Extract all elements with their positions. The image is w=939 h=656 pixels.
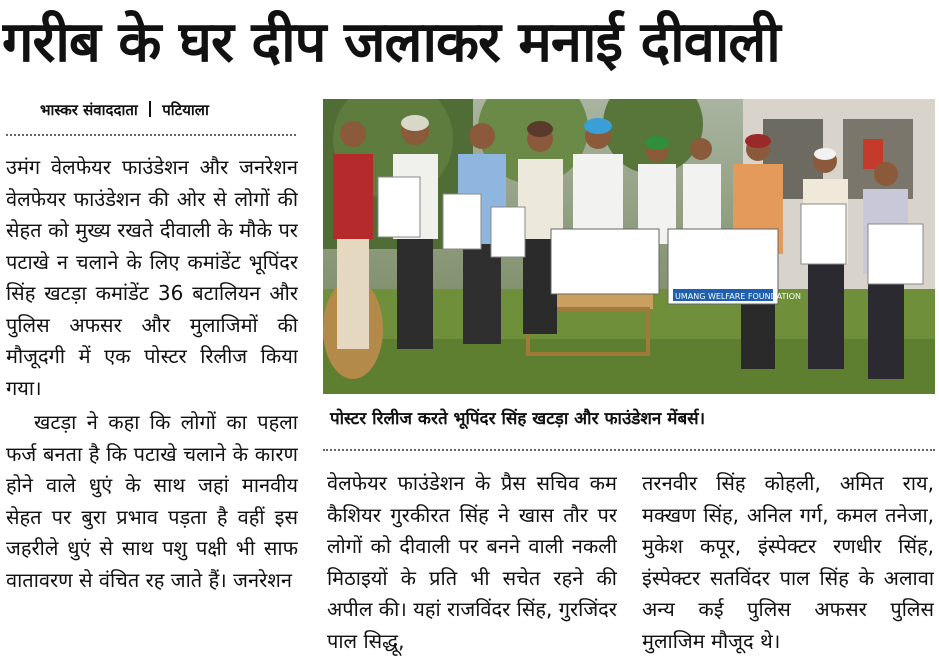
headline: गरीब के घर दीप जलाकर मनाई दीवाली (2, 10, 780, 75)
article-column-2 (327, 468, 617, 656)
byline (40, 100, 209, 120)
paragraph-3: वेलफेयर फाउंडेशन के प्रैस सचिव कम कैशियर गुरकीरत सिंह ने खास तौर पर लोगों को दीवाली पर बनने वाली नकली मिठाइयों के प्रति भी सचेत रहने की अपील की। यहां राजविंदर सिंह, गुरजिंदर पाल सिद्धू, (327, 471, 617, 653)
paragraph-1: उमंग वेलफेयर फाउंडेशन और जनरेशन वेलफेयर फाउंडेशन की ओर से लोगों की सेहत को मुख्य रखते दीवाली के मौके पर पटाखे न चलाने के लिए कमांडेंट भूपिंदर सिंह खटड़ा कमांडेंट 36 बटालियन और पुलिस अफसर और मुलाजिमों की मौजूदगी में एक पोस्टर रिलीज किया गया। (6, 155, 298, 400)
byline-reporter: भास्कर संवाददाता (40, 101, 138, 119)
caption-divider (323, 449, 935, 451)
paragraph-4: तरनवीर सिंह कोहली, अमित राय, मक्खण सिंह, अनिल गर्ग, कमल तनेजा, मुकेश कपूर, इंस्पेक्टर रणधीर सिंह, इंस्पेक्टर सतविंदर पाल सिंह के अलावा अन्य कई पुलिस अफसर पुलिस मुलाजिम मौजूद थे। (642, 471, 934, 653)
byline-location: पटियाला (162, 101, 209, 119)
byline-separator (149, 101, 151, 117)
article-column-3 (642, 468, 934, 656)
byline-divider (6, 134, 296, 136)
news-photo (323, 99, 935, 394)
banner-text: UMANG WELFARE FOUNDATION (675, 292, 802, 301)
article-column-1 (6, 152, 298, 656)
photo-caption: पोस्टर रिलीज करते भूपिंदर सिंह खटड़ा और फाउंडेशन मेंबर्स। (330, 409, 706, 429)
paragraph-2: खटड़ा ने कहा कि लोगों का पहला फर्ज बनता है कि पटाखे चलाने के कारण होने वाले धुएं के साथ जहां मानवीय सेहत पर बुरा प्रभाव पड़ता है वहीं इस जहरीले धुएं से साथ पशु पक्षी भी साफ वातावरण से वंचित रह जाते हैं। जनरेशन (6, 410, 298, 592)
photo-illustration (323, 99, 935, 394)
